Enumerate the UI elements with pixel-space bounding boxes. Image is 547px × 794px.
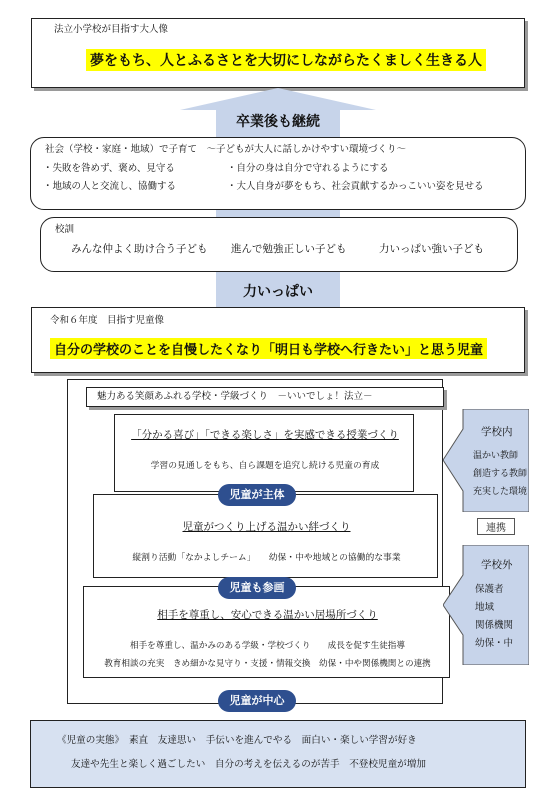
pill-child-participate: 児童も参画 — [218, 577, 296, 599]
outside-title: 学校外 — [481, 559, 513, 571]
section-place-title: 相手を尊重し、安心できる温かい居場所づくり — [157, 609, 378, 621]
outside-item-1: 保護者 — [475, 584, 504, 595]
ideal-adult-slogan: 夢をもち、人とふるさとを大切にしながらたくましく生きる人 — [86, 49, 486, 71]
goal-child-label: 令和６年度 目指す児童像 — [50, 315, 165, 326]
motto-title: 校訓 — [55, 224, 75, 235]
outside-item-2: 地域 — [475, 602, 495, 613]
inside-item-3: 充実した環境 — [473, 487, 528, 497]
goal-child-slogan: 自分の学校のことを自慢したくなり「明日も学校へ行きたい」と思う児童 — [50, 338, 487, 359]
link-label: 連携 — [477, 518, 515, 535]
school-header-box — [86, 387, 444, 407]
section-place-line-2: 教育相談の充実 きめ細かな見守り・支援・情報交換 幼保・中や関係機関との連携 — [104, 659, 431, 669]
motto-item-3: 力いっぱい強い子ども — [379, 243, 484, 255]
motto-item-1: みんな仲よく助け合う子ども — [71, 243, 208, 255]
ideal-adult-label: 法立小学校が目指す大人像 — [54, 24, 169, 35]
power-label: 力いっぱい — [243, 284, 313, 300]
pill-child-subject: 児童が主体 — [218, 484, 296, 506]
motto-item-2: 進んで勉強正しい子ども — [231, 243, 347, 255]
section-place-line-1: 相手を尊重し、温かみのある学級・学校づくり 成長を促す生徒指導 — [129, 641, 405, 651]
inside-title: 学校内 — [481, 426, 513, 438]
society-item-1: ・失敗を咎めず、褒め、見守る — [43, 163, 175, 174]
motto-box — [40, 217, 518, 272]
section-lesson-line: 学習の見通しをもち、自ら課題を追究し続ける児童の育成 — [150, 461, 380, 471]
reality-line-1: 《児童の実態》 素直 友達思い 手伝いを進んでやる 面白い・楽しい学習が好き — [57, 735, 417, 746]
reality-line-2: 友達や先生と楽しく過ごしたい 自分の考えを伝えるのが苦手 不登校児童が増加 — [71, 759, 426, 770]
society-item-3: ・地域の人と交流し、協働する — [43, 181, 177, 192]
society-title: 社会（学校・家庭・地域）で子育て ～子どもが大人に話しかけやすい環境づくり～ — [45, 144, 407, 155]
pill-child-center: 児童が中心 — [218, 690, 296, 712]
outside-item-4: 幼保・中 — [475, 638, 514, 649]
section-place-box — [83, 586, 450, 678]
section-lesson-box — [114, 414, 414, 492]
outside-item-3: 関係機関 — [475, 620, 514, 631]
arrow-continue-label: 卒業後も継続 — [236, 114, 320, 130]
goal-child-box — [31, 307, 525, 373]
section-lesson-title: 「分かる喜び」「できる楽しさ」を実感できる授業づくり — [131, 429, 399, 441]
inside-item-2: 創造する教師 — [473, 469, 528, 479]
society-item-2: ・自分の身は自分で守れるようにする — [227, 163, 389, 174]
section-bond-box — [93, 494, 438, 578]
section-bond-line: 縦割り活動「なかよしチーム」 幼保・中や地域との協働的な事業 — [132, 553, 401, 563]
reality-box — [30, 720, 526, 788]
ideal-adult-box — [31, 18, 525, 88]
school-header: 魅力ある笑顔あふれる学校・学級づくり －いいでしょ！法立－ — [97, 391, 373, 402]
society-item-4: ・大人自身が夢をもち、社会貢献するかっこいい姿を見せる — [227, 181, 484, 192]
society-box — [30, 137, 526, 210]
section-bond-title: 児童がつくり上げる温かい絆づくり — [182, 521, 351, 533]
inside-item-1: 温かい教師 — [473, 451, 519, 461]
